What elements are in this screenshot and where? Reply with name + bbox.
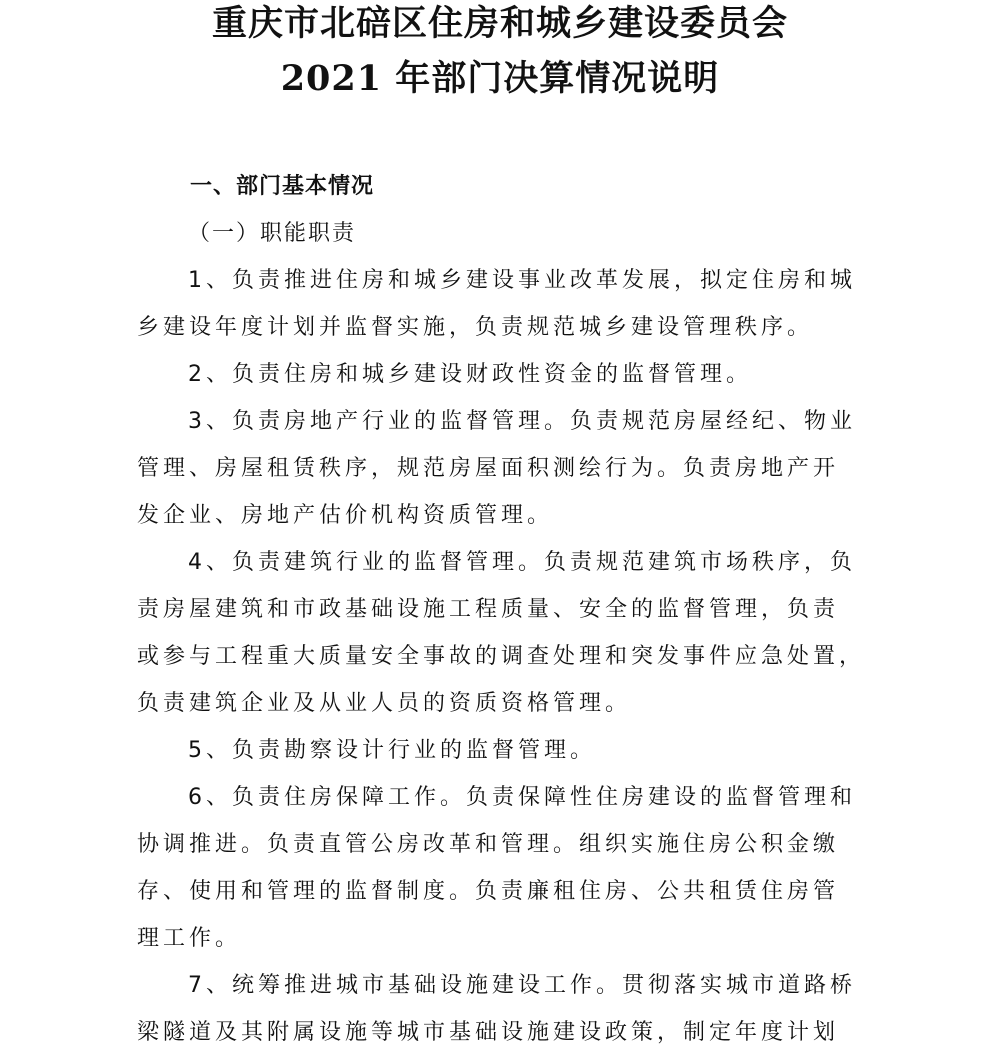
paragraph-line: 4、负责建筑行业的监督管理。负责规范建筑市场秩序，负 [188,550,856,575]
document-title-line-2: 2021 年部门决算情况说明 [280,58,720,99]
paragraph-line: 6、负责住房保障工作。负责保障性住房建设的监督管理和 [188,785,856,810]
section-heading: 一、部门基本情况 [190,174,375,199]
paragraph-line: 梁隧道及其附属设施等城市基础设施建设政策，制定年度计划 [137,1020,840,1045]
paragraph-line: 责房屋建筑和市政基础设施工程质量、安全的监督管理，负责 [137,597,840,622]
paragraph-line: 协调推进。负责直管公房改革和管理。组织实施住房公积金缴 [137,832,840,857]
paragraph-line: 存、使用和管理的监督制度。负责廉租住房、公共租赁住房管 [137,879,840,904]
paragraph-line: 3、负责房地产行业的监督管理。负责规范房屋经纪、物业 [188,409,856,434]
paragraph-line: 负责建筑企业及从业人员的资质资格管理。 [137,691,632,716]
paragraph-line: 或参与工程重大质量安全事故的调查处理和突发事件应急处置， [137,644,866,669]
paragraph-line: 发企业、房地产估价机构资质管理。 [137,503,554,528]
subsection-heading: （一）职能职责 [188,221,357,246]
paragraph-line: 理工作。 [137,926,242,951]
paragraph-line: 1、负责推进住房和城乡建设事业改革发展，拟定住房和城 [188,268,856,293]
paragraph-line: 2、负责住房和城乡建设财政性资金的监督管理。 [188,362,752,387]
paragraph-line: 乡建设年度计划并监督实施，负责规范城乡建设管理秩序。 [137,315,814,340]
paragraph-line: 管理、房屋租赁秩序，规范房屋面积测绘行为。负责房地产开 [137,456,840,481]
document-title-line-1: 重庆市北碚区住房和城乡建设委员会 [211,3,788,44]
paragraph-line: 5、负责勘察设计行业的监督管理。 [188,738,596,763]
paragraph-line: 7、统筹推进城市基础设施建设工作。贯彻落实城市道路桥 [188,973,856,998]
